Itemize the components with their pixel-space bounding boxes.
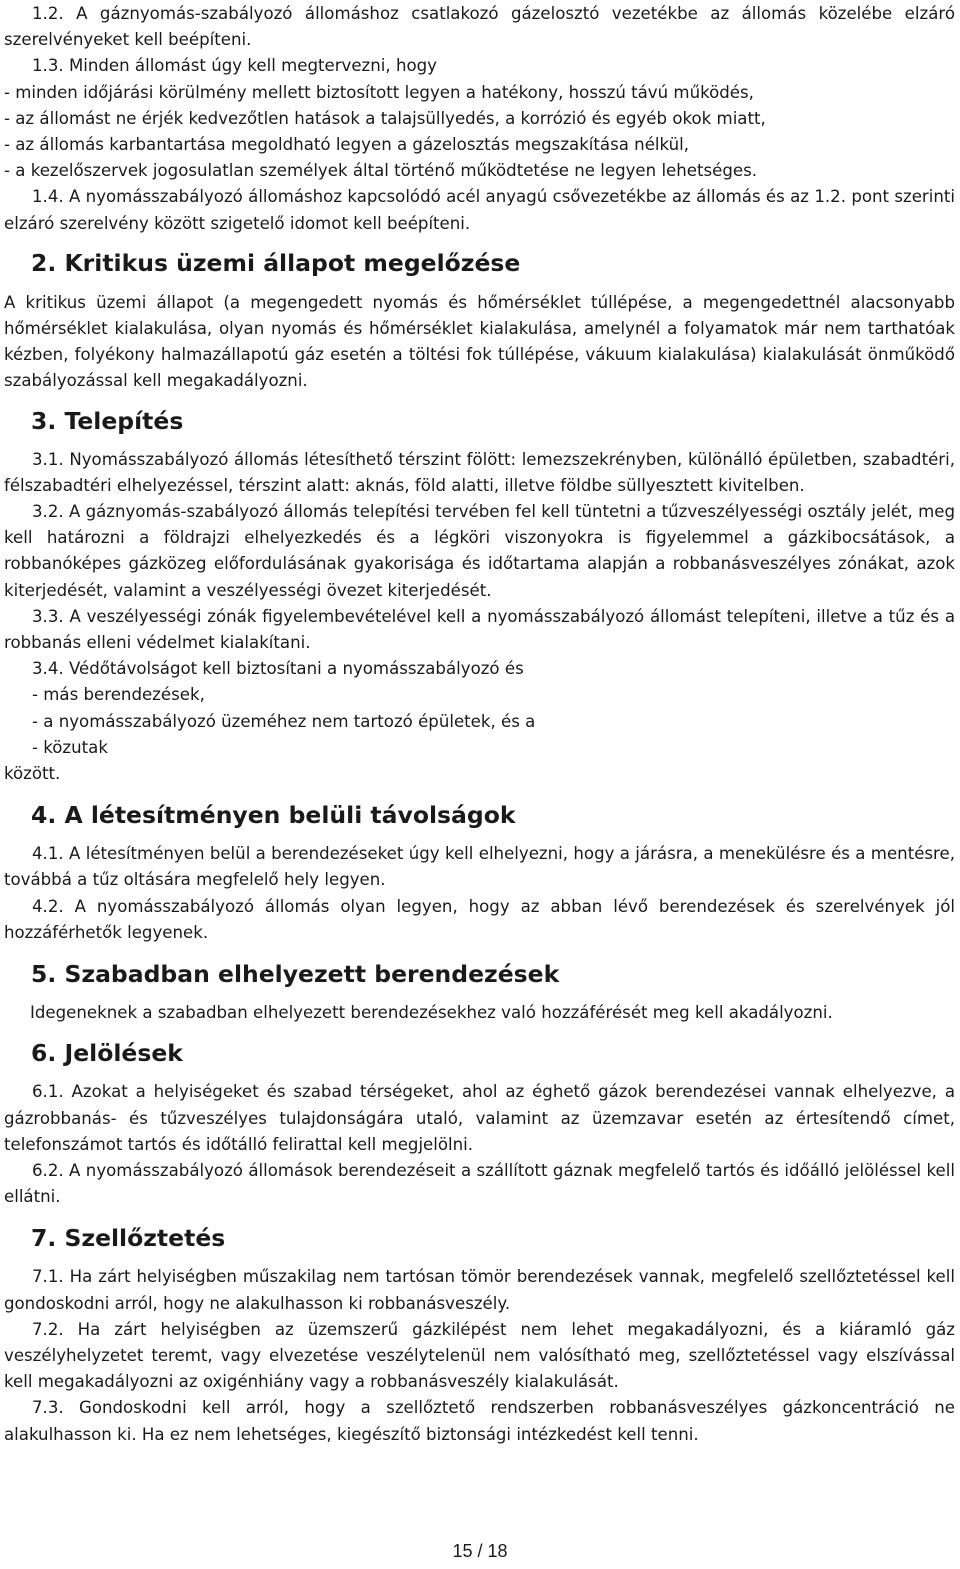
- paragraph-3-4-end: között.: [4, 764, 61, 784]
- list-item: - más berendezések,: [32, 685, 205, 705]
- paragraph-7-3: 7.3. Gondoskodni kell arról, hogy a szellőztető rendszerben robbanásveszélyes gázkoncentráció ne alakulhasson ki. Ha ez nem lehetséges, kiegészítő biztonsági intézkedést kell tenni.: [4, 1398, 955, 1444]
- list-item: - az állomást ne érjék kedvezőtlen hatások a talajsüllyedés, a korrózió és egyéb okok miatt,: [4, 108, 766, 128]
- document-page: [4, 0, 955, 1448]
- paragraph-7-2: 7.2. Ha zárt helyiségben az üzemszerű gázkilépést nem lehet megakadályozni, és a kiáramló gáz veszélyhelyzetet teremt, vagy elvezetése veszélytelenül nem valósítható meg, szellőztetéssel vagy elszívással kell megakadályozni az oxigénhiány vagy a robbanásveszély kialakulását.: [4, 1319, 955, 1392]
- section-heading-6: 6. Jelölések: [31, 1039, 183, 1068]
- section-heading-2: 2. Kritikus üzemi állapot megelőzése: [31, 248, 521, 277]
- section-5-body: Idegeneknek a szabadban elhelyezett berendezésekhez való hozzáférését meg kell akadályozni.: [30, 1003, 833, 1023]
- paragraph-3-1: 3.1. Nyomásszabályozó állomás létesíthető térszint fölött: lemezszekrényben, különálló épületben, szabadtéri, félszabadtéri elhelyezéssel, térszint alatt: aknás, föld alatti, illetve földbe süllyesztett kivitelben.: [4, 449, 955, 495]
- paragraph-6-1: 6.1. Azokat a helyiségeket és szabad térségeket, ahol az éghető gázok berendezései vannak elhelyezve, a gázrobbanás- és tűzveszélyes tulajdonságára utaló, valamint az üzemzavar esetén az értesítendő címet, telefonszámot tartós és időtálló felirattal kell megjelölni.: [4, 1082, 955, 1154]
- list-item: - a kezelőszervek jogosulatlan személyek által történő működtetése ne legyen lehetséges.: [4, 161, 758, 181]
- paragraph-4-1: 4.1. A létesítményen belül a berendezéseket úgy kell elhelyezni, hogy a járásra, a menekülésre és a mentésre, továbbá a tűz oltására megfelelő hely legyen.: [4, 844, 955, 890]
- paragraph-7-1: 7.1. Ha zárt helyiségben műszakilag nem tartósan tömör berendezések vannak, megfelelő szellőztetéssel kell gondoskodni arról, hogy ne alakulhasson ki robbanásveszély.: [4, 1267, 955, 1313]
- paragraph-3-2: 3.2. A gáznyomás-szabályozó állomás telepítési tervében fel kell tüntetni a tűzveszélyességi osztály jelét, meg kell határozni a földrajzi elhelyezkedés és a légköri viszonyokra is figyelemmel a gázkibocsátások, a robbanóképes gázközeg előfordulásának gyakorisága és időtartama alapján a robbanásveszélyes zónákat, azok kiterjedését, valamint a veszélyességi övezet kiterjedését.: [4, 502, 955, 600]
- section-heading-7: 7. Szellőztetés: [31, 1224, 226, 1253]
- paragraph-1-2: 1.2. A gáznyomás-szabályozó állomáshoz csatlakozó gázelosztó vezetékbe az állomás közelébe elzáró szerelvényeket kell beépíteni.: [4, 4, 955, 50]
- section-heading-3: 3. Telepítés: [31, 406, 184, 435]
- paragraph-3-4: 3.4. Védőtávolságot kell biztosítani a nyomásszabályozó és: [32, 659, 524, 679]
- paragraph-3-3: 3.3. A veszélyességi zónák figyelembevételével kell a nyomásszabályozó állomást telepíteni, illetve a tűz és a robbanás elleni védelmet kialakítani.: [4, 606, 955, 653]
- list-item: - minden időjárási körülmény mellett biztosított legyen a hatékony, hosszú távú működés,: [4, 82, 754, 102]
- paragraph-1-4: 1.4. A nyomásszabályozó állomáshoz kapcsolódó acél anyagú csővezetékbe az állomás és az 1.2. pont szerinti elzáró szerelvény között szigetelő idomot kell beépíteni.: [4, 187, 955, 233]
- paragraph-1-3: 1.3. Minden állomást úgy kell megtervezni, hogy: [32, 56, 437, 76]
- list-item: - az állomás karbantartása megoldható legyen a gázelosztás megszakítása nélkül,: [4, 135, 690, 155]
- list-item: - közutak: [32, 737, 108, 757]
- paragraph-6-2: 6.2. A nyomásszabályozó állomások berendezéseit a szállított gáznak megfelelő tartós és időálló jelöléssel kell ellátni.: [4, 1160, 955, 1207]
- section-heading-5: 5. Szabadban elhelyezett berendezések: [31, 960, 560, 989]
- list-item: - a nyomásszabályozó üzeméhez nem tartozó épületek, és a: [32, 711, 536, 731]
- page-number: 15 / 18: [452, 1541, 508, 1561]
- paragraph-4-2: 4.2. A nyomásszabályozó állomás olyan legyen, hogy az abban lévő berendezések és szerelvények jól hozzáférhetők legyenek.: [4, 896, 955, 942]
- section-2-body: A kritikus üzemi állapot (a megengedett nyomás és hőmérséklet túllépése, a megengedettnél alacsonyabb hőmérséklet kialakulása, olyan nyomás és hőmérséklet kialakulása, amelynél a folyamatok már nem tarthatóak kézben, folyékony halmazállapotú gáz esetén a töltési fok túllépése, vákuum kialakulása) kialakulását önműködő szabályozással kell megakadályozni.: [4, 292, 955, 391]
- section-heading-4: 4. A létesítményen belüli távolságok: [31, 801, 516, 830]
